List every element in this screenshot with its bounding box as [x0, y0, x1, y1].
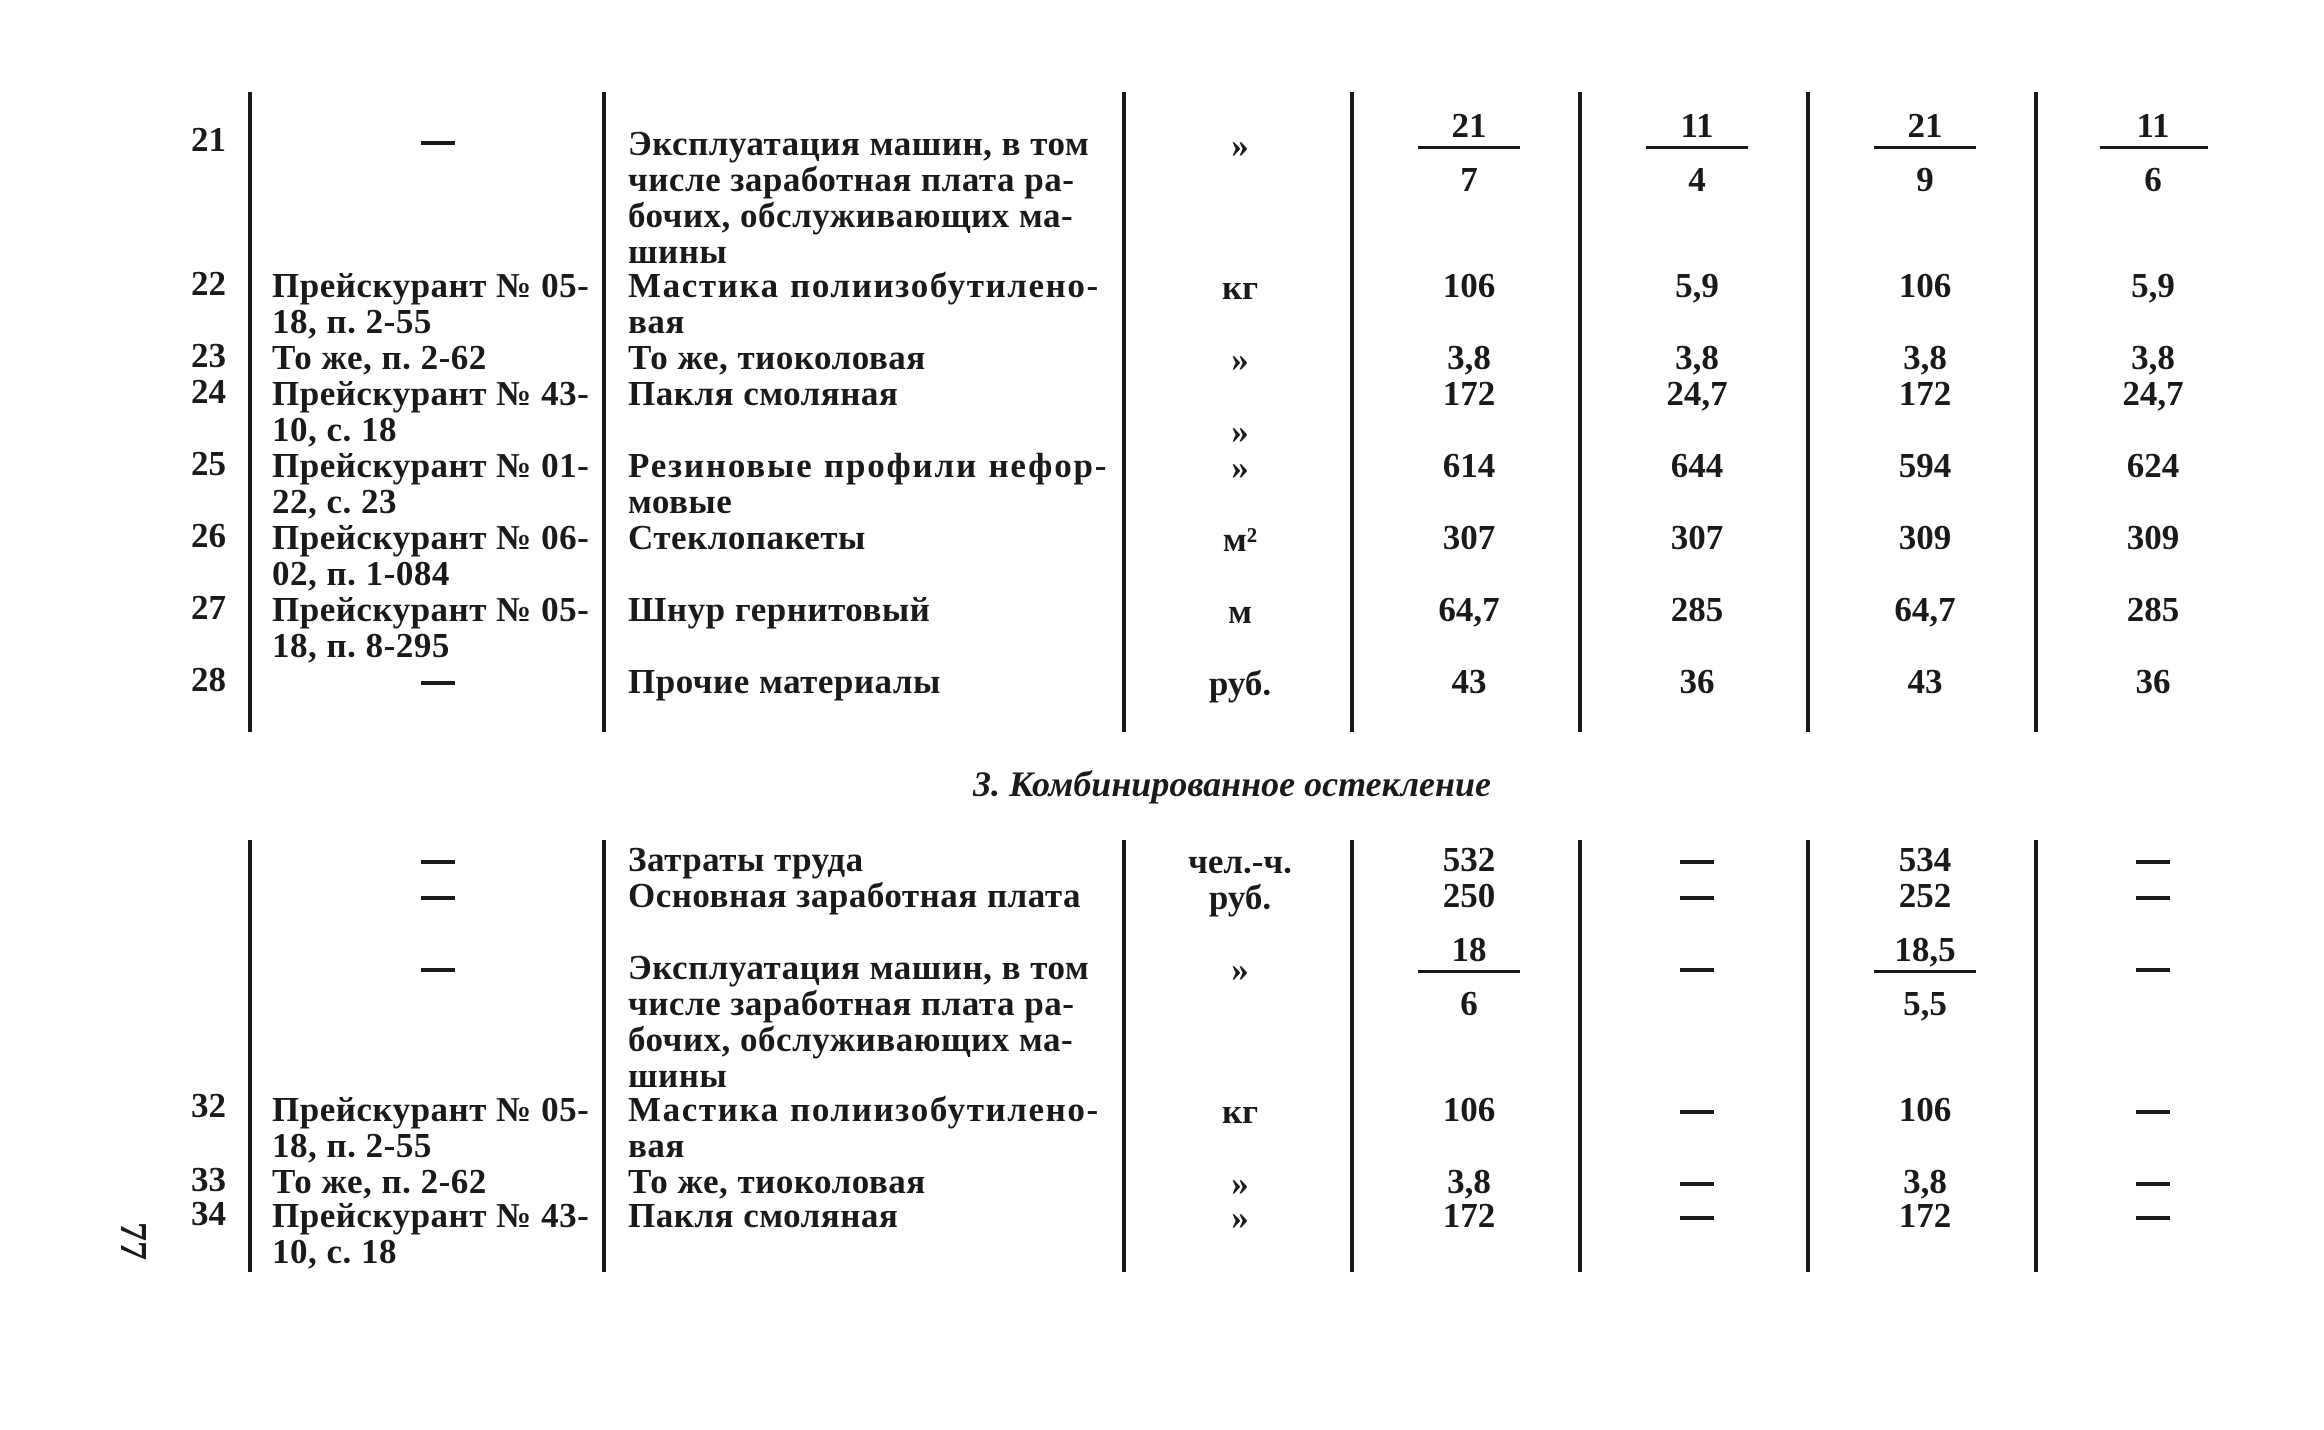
column-divider [248, 840, 252, 1272]
column-divider [1806, 840, 1810, 1272]
value-cell: 532 [1442, 840, 1496, 879]
value-cell: 3,8 [1903, 1162, 1947, 1201]
row-number: 28 [191, 660, 226, 699]
value-cell: 624 [2126, 446, 2180, 485]
item-name-line: шины [628, 232, 728, 271]
fraction-numerator: 11 [2136, 106, 2170, 145]
value-cell: 3,8 [2131, 338, 2175, 377]
unit-cell: » [1231, 448, 1249, 487]
value-cell: 3,8 [1447, 1162, 1491, 1201]
source-line: 10, с. 18 [272, 1232, 398, 1271]
value-cell: 64,7 [1894, 590, 1956, 629]
fraction-denominator: 5,5 [1903, 984, 1947, 1023]
item-name-line: Прочие материалы [628, 662, 941, 701]
source-line: Прейскурант № 05- [272, 1090, 590, 1129]
fraction-numerator: 18,5 [1894, 930, 1956, 969]
item-name-line: числе заработная плата ра- [628, 160, 1075, 199]
source-line: 10, с. 18 [272, 410, 398, 449]
source-dash [421, 681, 455, 685]
column-divider [2034, 92, 2038, 732]
unit-cell: » [1231, 1164, 1249, 1203]
row-number: 24 [191, 372, 226, 411]
value-cell: 614 [1442, 446, 1496, 485]
unit-cell: » [1231, 412, 1249, 451]
row-number: 22 [191, 264, 226, 303]
item-name-line: Шнур гернитовый [628, 590, 931, 629]
row-number: 32 [191, 1086, 226, 1125]
value-dash [1680, 968, 1714, 972]
item-name-line: Основная заработная плата [628, 876, 1081, 915]
source-line: Прейскурант № 05- [272, 266, 590, 305]
source-line: 18, п. 8-295 [272, 626, 450, 665]
item-name-line: То же, тиоколовая [628, 338, 926, 377]
value-cell: 5,9 [1675, 266, 1719, 305]
source-dash [421, 968, 455, 972]
value-cell: 3,8 [1675, 338, 1719, 377]
source-line: Прейскурант № 05- [272, 590, 590, 629]
source-line: То же, п. 2-62 [272, 338, 487, 377]
value-cell: 250 [1442, 876, 1496, 915]
source-line: Прейскурант № 06- [272, 518, 590, 557]
value-cell: 24,7 [1666, 374, 1728, 413]
row-number: 34 [191, 1194, 226, 1233]
fraction-denominator: 6 [1460, 984, 1478, 1023]
value-cell: 106 [1442, 1090, 1496, 1129]
value-cell: 36 [2135, 662, 2171, 701]
column-divider [1122, 840, 1126, 1272]
fraction-numerator: 18 [1451, 930, 1487, 969]
row-number: 33 [191, 1160, 226, 1199]
item-name-line: Эксплуатация машин, в том [628, 948, 1090, 987]
value-dash [2136, 1216, 2170, 1220]
value-dash [1680, 860, 1714, 864]
unit-cell: м² [1222, 520, 1258, 559]
value-dash [1680, 1110, 1714, 1114]
item-name-line: бочих, обслуживающих ма- [628, 196, 1074, 235]
column-divider [1806, 92, 1810, 732]
value-cell: 64,7 [1438, 590, 1500, 629]
column-divider [1122, 92, 1126, 732]
value-cell: 534 [1898, 840, 1952, 879]
column-divider [1350, 92, 1354, 732]
value-cell: 172 [1898, 1196, 1952, 1235]
value-dash [1680, 896, 1714, 900]
value-cell: 172 [1442, 374, 1496, 413]
fraction-numerator: 21 [1907, 106, 1943, 145]
value-cell: 172 [1898, 374, 1952, 413]
source-dash [421, 141, 455, 145]
item-name-line: Стеклопакеты [628, 518, 866, 557]
value-dash [2136, 1182, 2170, 1186]
unit-cell: » [1231, 1198, 1249, 1237]
value-cell: 36 [1679, 662, 1715, 701]
value-dash [2136, 860, 2170, 864]
source-line: Прейскурант № 43- [272, 374, 590, 413]
value-cell: 172 [1442, 1196, 1496, 1235]
fraction-bar [1874, 146, 1976, 149]
unit-cell: » [1231, 950, 1249, 989]
value-cell: 309 [1898, 518, 1952, 557]
unit-cell: руб. [1208, 878, 1272, 917]
item-name-line: шины [628, 1056, 728, 1095]
item-name-line: Мастика полиизобутилено- [628, 266, 1100, 305]
value-cell: 307 [1670, 518, 1724, 557]
fraction-numerator: 21 [1451, 106, 1487, 145]
fraction-denominator: 7 [1460, 160, 1478, 199]
source-line: 18, п. 2-55 [272, 302, 432, 341]
value-cell: 24,7 [2122, 374, 2184, 413]
row-number: 23 [191, 336, 226, 375]
value-cell: 43 [1451, 662, 1487, 701]
unit-cell: кг [1221, 1092, 1259, 1131]
source-line: 22, с. 23 [272, 482, 398, 521]
column-divider [1578, 92, 1582, 732]
section-title: 3. Комбинированное остекление [972, 764, 1492, 804]
fraction-bar [1418, 970, 1520, 973]
fraction-bar [2100, 146, 2208, 149]
row-number: 21 [191, 120, 226, 159]
value-cell: 106 [1898, 266, 1952, 305]
page-number: 77 [112, 1222, 154, 1260]
item-name-line: То же, тиоколовая [628, 1162, 926, 1201]
fraction-denominator: 9 [1916, 160, 1934, 199]
item-name-line: Пакля смоляная [628, 374, 899, 413]
value-cell: 594 [1898, 446, 1952, 485]
source-line: Прейскурант № 01- [272, 446, 590, 485]
fraction-bar [1874, 970, 1976, 973]
value-cell: 5,9 [2131, 266, 2175, 305]
unit-cell: » [1231, 126, 1249, 165]
column-divider [602, 92, 606, 732]
value-cell: 3,8 [1903, 338, 1947, 377]
source-dash [421, 860, 455, 864]
value-cell: 285 [1670, 590, 1724, 629]
value-cell: 309 [2126, 518, 2180, 557]
value-cell: 307 [1442, 518, 1496, 557]
column-divider [248, 92, 252, 732]
value-cell: 285 [2126, 590, 2180, 629]
source-line: То же, п. 2-62 [272, 1162, 487, 1201]
value-cell: 252 [1898, 876, 1952, 915]
item-name-line: Мастика полиизобутилено- [628, 1090, 1100, 1129]
item-name-line: числе заработная плата ра- [628, 984, 1075, 1023]
item-name-line: Затраты труда [628, 840, 864, 879]
column-divider [602, 840, 606, 1272]
row-number: 25 [191, 444, 226, 483]
item-name-line: Резиновые профили нефор- [628, 446, 1109, 485]
fraction-bar [1646, 146, 1748, 149]
item-name-line: мовые [628, 482, 733, 521]
item-name-line: Пакля смоляная [628, 1196, 899, 1235]
source-line: 18, п. 2-55 [272, 1126, 432, 1165]
unit-cell: м [1228, 592, 1252, 631]
source-line: 02, п. 1-084 [272, 554, 450, 593]
source-dash [421, 896, 455, 900]
row-number: 26 [191, 516, 226, 555]
value-dash [1680, 1182, 1714, 1186]
column-divider [1350, 840, 1354, 1272]
value-cell: 3,8 [1447, 338, 1491, 377]
fraction-denominator: 6 [2144, 160, 2162, 199]
column-divider [2034, 840, 2038, 1272]
value-dash [2136, 968, 2170, 972]
value-dash [1680, 1216, 1714, 1220]
value-cell: 106 [1898, 1090, 1952, 1129]
item-name-line: Эксплуатация машин, в том [628, 124, 1090, 163]
fraction-bar [1418, 146, 1520, 149]
row-number: 27 [191, 588, 226, 627]
unit-cell: кг [1221, 268, 1259, 307]
item-name-line: бочих, обслуживающих ма- [628, 1020, 1074, 1059]
unit-cell: руб. [1208, 664, 1272, 703]
value-cell: 106 [1442, 266, 1496, 305]
value-dash [2136, 1110, 2170, 1114]
item-name-line: вая [628, 1126, 685, 1165]
unit-cell: чел.-ч. [1188, 842, 1292, 881]
unit-cell: » [1231, 340, 1249, 379]
column-divider [1578, 840, 1582, 1272]
value-dash [2136, 896, 2170, 900]
source-line: Прейскурант № 43- [272, 1196, 590, 1235]
value-cell: 43 [1907, 662, 1943, 701]
item-name-line: вая [628, 302, 685, 341]
value-cell: 644 [1670, 446, 1724, 485]
fraction-numerator: 11 [1680, 106, 1714, 145]
fraction-denominator: 4 [1688, 160, 1706, 199]
